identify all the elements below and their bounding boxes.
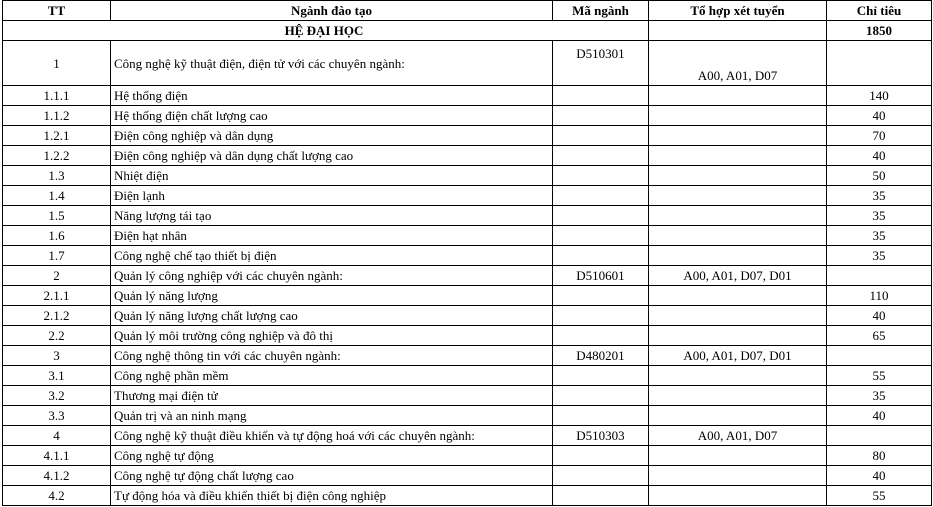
row-quota: 35 bbox=[827, 226, 932, 246]
row-quota: 35 bbox=[827, 206, 932, 226]
row-quota: 55 bbox=[827, 486, 932, 506]
row-quota: 40 bbox=[827, 106, 932, 126]
row-tt: 2 bbox=[3, 266, 111, 286]
row-combo bbox=[649, 206, 827, 226]
row-code bbox=[553, 486, 649, 506]
row-combo bbox=[649, 106, 827, 126]
row-major: Nhiệt điện bbox=[111, 166, 553, 186]
row-combo bbox=[649, 186, 827, 206]
table-row bbox=[3, 206, 932, 226]
row-quota: 80 bbox=[827, 446, 932, 466]
row-tt: 3.2 bbox=[3, 386, 111, 406]
row-code bbox=[553, 86, 649, 106]
row-combo bbox=[649, 446, 827, 466]
table-row bbox=[3, 306, 932, 326]
row-tt: 1.7 bbox=[3, 246, 111, 266]
row-major: Công nghệ phần mềm bbox=[111, 366, 553, 386]
row-combo bbox=[649, 226, 827, 246]
table-row bbox=[3, 446, 932, 466]
row-code bbox=[553, 326, 649, 346]
row-major: Thương mại điện tử bbox=[111, 386, 553, 406]
row-tt: 1.2.2 bbox=[3, 146, 111, 166]
row-quota: 50 bbox=[827, 166, 932, 186]
section-combo bbox=[649, 21, 827, 41]
table-row bbox=[3, 106, 932, 126]
row-quota: 55 bbox=[827, 366, 932, 386]
row-major: Công nghệ kỹ thuật điều khiển và tự động hoá với các chuyên ngành: bbox=[111, 426, 553, 446]
row-tt: 1.5 bbox=[3, 206, 111, 226]
row-major: Tự động hóa và điều khiển thiết bị điện công nghiệp bbox=[111, 486, 553, 506]
row-quota: 35 bbox=[827, 246, 932, 266]
row-code bbox=[553, 286, 649, 306]
table-row bbox=[3, 126, 932, 146]
table-row bbox=[3, 41, 932, 86]
row-combo bbox=[649, 406, 827, 426]
row-tt: 1.2.1 bbox=[3, 126, 111, 146]
row-major: Điện hạt nhân bbox=[111, 226, 553, 246]
row-tt: 2.2 bbox=[3, 326, 111, 346]
table-row bbox=[3, 246, 932, 266]
row-tt: 3.1 bbox=[3, 366, 111, 386]
row-quota: 70 bbox=[827, 126, 932, 146]
row-tt: 3 bbox=[3, 346, 111, 366]
row-code: D510301 bbox=[553, 41, 649, 86]
row-major: Công nghệ tự động bbox=[111, 446, 553, 466]
row-code bbox=[553, 186, 649, 206]
row-code bbox=[553, 166, 649, 186]
row-tt: 4.1.1 bbox=[3, 446, 111, 466]
row-quota bbox=[827, 346, 932, 366]
row-combo bbox=[649, 246, 827, 266]
row-code bbox=[553, 366, 649, 386]
row-combo bbox=[649, 486, 827, 506]
row-combo bbox=[649, 166, 827, 186]
row-code bbox=[553, 406, 649, 426]
row-major: Quản lý môi trường công nghiệp và đô thị bbox=[111, 326, 553, 346]
row-combo bbox=[649, 306, 827, 326]
row-tt: 2.1.1 bbox=[3, 286, 111, 306]
section-row bbox=[3, 21, 932, 41]
row-code: D510303 bbox=[553, 426, 649, 446]
row-quota: 65 bbox=[827, 326, 932, 346]
row-combo: A00, A01, D07 bbox=[649, 41, 827, 86]
row-tt: 4 bbox=[3, 426, 111, 446]
row-code bbox=[553, 466, 649, 486]
row-combo bbox=[649, 326, 827, 346]
table-row bbox=[3, 286, 932, 306]
row-major: Hệ thống điện chất lượng cao bbox=[111, 106, 553, 126]
admissions-table bbox=[2, 0, 932, 506]
row-combo bbox=[649, 126, 827, 146]
header-tt: TT bbox=[3, 1, 111, 21]
row-tt: 4.2 bbox=[3, 486, 111, 506]
row-major: Quản trị và an ninh mạng bbox=[111, 406, 553, 426]
row-tt: 1.6 bbox=[3, 226, 111, 246]
row-quota bbox=[827, 426, 932, 446]
row-combo: A00, A01, D07 bbox=[649, 426, 827, 446]
table-row bbox=[3, 386, 932, 406]
table-row bbox=[3, 146, 932, 166]
row-quota bbox=[827, 266, 932, 286]
table-row bbox=[3, 406, 932, 426]
row-code bbox=[553, 246, 649, 266]
table-row bbox=[3, 266, 932, 286]
table-row bbox=[3, 426, 932, 446]
row-tt: 1.3 bbox=[3, 166, 111, 186]
table-row bbox=[3, 366, 932, 386]
header-row bbox=[3, 1, 932, 21]
row-quota: 40 bbox=[827, 306, 932, 326]
row-major: Quản lý năng lượng chất lượng cao bbox=[111, 306, 553, 326]
table-row bbox=[3, 186, 932, 206]
row-combo: A00, A01, D07, D01 bbox=[649, 266, 827, 286]
table-row bbox=[3, 466, 932, 486]
row-code bbox=[553, 226, 649, 246]
row-tt: 3.3 bbox=[3, 406, 111, 426]
row-tt: 1.4 bbox=[3, 186, 111, 206]
row-quota: 40 bbox=[827, 146, 932, 166]
row-major: Công nghệ chế tạo thiết bị điện bbox=[111, 246, 553, 266]
row-major: Năng lượng tái tạo bbox=[111, 206, 553, 226]
section-quota: 1850 bbox=[827, 21, 932, 41]
row-quota: 35 bbox=[827, 186, 932, 206]
header-code: Mã ngành bbox=[553, 1, 649, 21]
row-major: Quản lý công nghiệp với các chuyên ngành: bbox=[111, 266, 553, 286]
row-code bbox=[553, 386, 649, 406]
row-tt: 4.1.2 bbox=[3, 466, 111, 486]
row-code: D510601 bbox=[553, 266, 649, 286]
header-quota: Chỉ tiêu bbox=[827, 1, 932, 21]
table-row bbox=[3, 86, 932, 106]
table-row bbox=[3, 486, 932, 506]
table-row bbox=[3, 166, 932, 186]
table-row bbox=[3, 226, 932, 246]
row-quota: 140 bbox=[827, 86, 932, 106]
row-major: Công nghệ kỹ thuật điện, điện tử với các chuyên ngành: bbox=[111, 41, 553, 86]
row-code bbox=[553, 126, 649, 146]
row-major: Điện công nghiệp và dân dụng bbox=[111, 126, 553, 146]
row-combo bbox=[649, 386, 827, 406]
row-code: D480201 bbox=[553, 346, 649, 366]
row-tt: 2.1.2 bbox=[3, 306, 111, 326]
row-tt: 1.1.2 bbox=[3, 106, 111, 126]
row-major: Điện lạnh bbox=[111, 186, 553, 206]
row-major: Công nghệ tự động chất lượng cao bbox=[111, 466, 553, 486]
row-major: Điện công nghiệp và dân dụng chất lượng cao bbox=[111, 146, 553, 166]
row-tt: 1 bbox=[3, 41, 111, 86]
row-code bbox=[553, 306, 649, 326]
row-combo bbox=[649, 86, 827, 106]
row-major: Hệ thống điện bbox=[111, 86, 553, 106]
row-tt: 1.1.1 bbox=[3, 86, 111, 106]
row-quota bbox=[827, 41, 932, 86]
header-major: Ngành đào tạo bbox=[111, 1, 553, 21]
row-quota: 110 bbox=[827, 286, 932, 306]
row-quota: 35 bbox=[827, 386, 932, 406]
header-combo: Tổ hợp xét tuyển bbox=[649, 1, 827, 21]
row-code bbox=[553, 146, 649, 166]
row-combo: A00, A01, D07, D01 bbox=[649, 346, 827, 366]
row-code bbox=[553, 206, 649, 226]
table-row bbox=[3, 326, 932, 346]
row-quota: 40 bbox=[827, 466, 932, 486]
row-combo bbox=[649, 366, 827, 386]
row-combo bbox=[649, 466, 827, 486]
row-major: Công nghệ thông tin với các chuyên ngành: bbox=[111, 346, 553, 366]
table-row bbox=[3, 346, 932, 366]
row-major: Quản lý năng lượng bbox=[111, 286, 553, 306]
row-code bbox=[553, 446, 649, 466]
row-quota: 40 bbox=[827, 406, 932, 426]
row-combo bbox=[649, 146, 827, 166]
row-combo bbox=[649, 286, 827, 306]
row-code bbox=[553, 106, 649, 126]
section-label: HỆ ĐẠI HỌC bbox=[3, 21, 649, 41]
